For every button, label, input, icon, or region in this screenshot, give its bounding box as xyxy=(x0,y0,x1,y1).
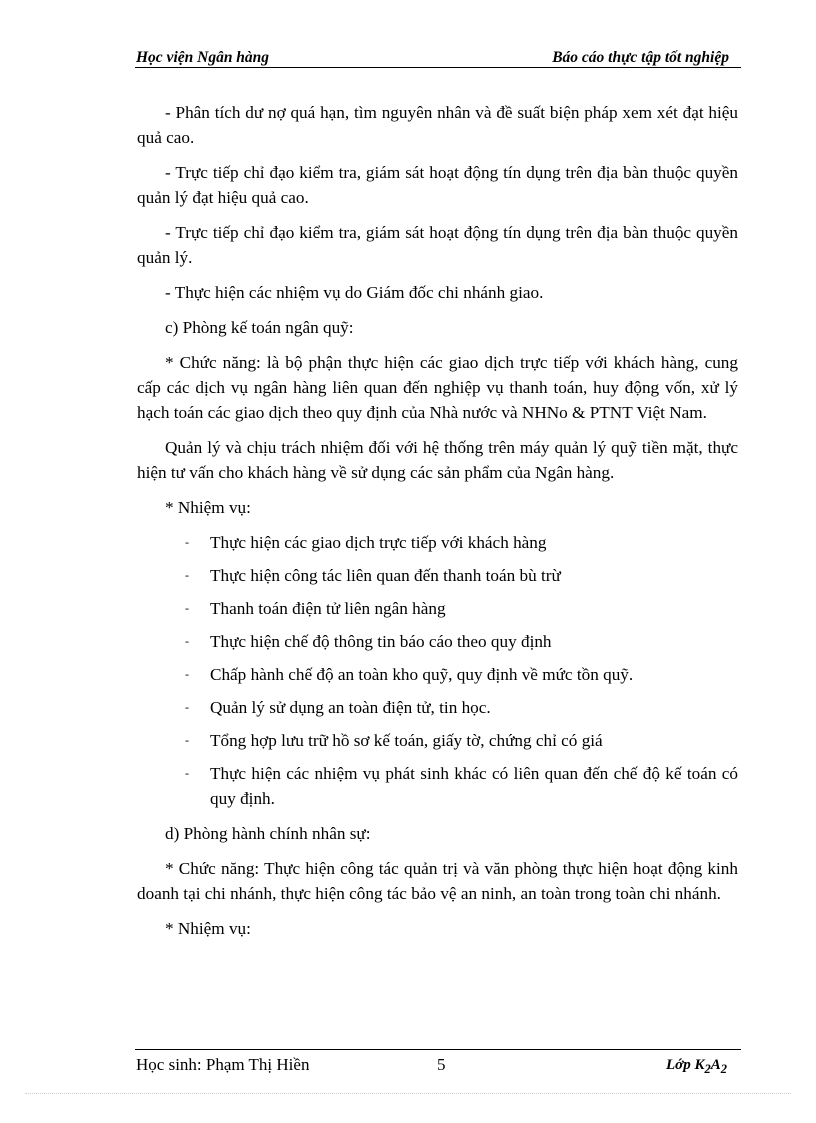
paragraph-credit-supervision-1: - Trực tiếp chỉ đạo kiểm tra, giám sát hoạt động tín dụng trên địa bàn thuộc quyền quản lý đạt hiệu quả cao. xyxy=(137,163,738,207)
paragraph-accounting-function: * Chức năng: là bộ phận thực hiện các giao dịch trực tiếp với khách hàng, cung cấp các dịch vụ ngân hàng liên quan đến nghiệp vụ thanh toán, huy động vốn, xử lý hạch toán các giao dịch theo quy định của Nhà nước và NHNo & PTNT Việt Nam. xyxy=(137,353,738,422)
duties-list xyxy=(137,530,738,811)
section-heading-hr: d) Phòng hành chính nhân sự: xyxy=(165,824,371,843)
bullet-dash: - xyxy=(185,700,189,714)
page-body xyxy=(137,100,738,951)
footer-student-name: Học sinh: Phạm Thị Hiền xyxy=(136,1055,310,1074)
list-item: - Quản lý sử dụng an toàn điện tử, tin học. xyxy=(137,695,738,720)
paragraph-hr-duties-label: * Nhiệm vụ: xyxy=(165,919,251,938)
page-header xyxy=(135,47,741,68)
bullet-dash: - xyxy=(185,766,189,780)
section-heading-accounting: c) Phòng kế toán ngân quỹ: xyxy=(165,318,354,337)
page-bottom-divider xyxy=(25,1093,791,1094)
list-item: - Chấp hành chế độ an toàn kho quỹ, quy định về mức tồn quỹ. xyxy=(137,662,738,687)
footer-class: Lớp $K_2A_2$ xyxy=(666,1057,727,1076)
list-item: - Tổng hợp lưu trữ hồ sơ kế toán, giấy tờ, chứng chỉ có giá xyxy=(137,728,738,753)
list-item: - Thực hiện các giao dịch trực tiếp với khách hàng xyxy=(137,530,738,555)
page-number: 5 xyxy=(437,1055,446,1074)
header-institution: Học viện Ngân hàng xyxy=(136,49,270,66)
list-item: - Thực hiện công tác liên quan đến thanh toán bù trừ xyxy=(137,563,738,588)
header-report-title: Báo cáo thực tập tốt nghiệp xyxy=(552,49,729,66)
list-item: - Thực hiện chế độ thông tin báo cáo theo quy định xyxy=(137,629,738,654)
bullet-dash: - xyxy=(185,535,189,549)
bullet-dash: - xyxy=(185,568,189,582)
paragraph-overdue-debt: - Phân tích dư nợ quá hạn, tìm nguyên nhân và đề suất biện pháp xem xét đạt hiệu quả cao. xyxy=(137,103,738,147)
bullet-dash: - xyxy=(185,634,189,648)
paragraph-credit-supervision-2: - Trực tiếp chỉ đạo kiểm tra, giám sát hoạt động tín dụng trên địa bàn thuộc quyền quản lý. xyxy=(137,223,738,267)
paragraph-director-tasks: - Thực hiện các nhiệm vụ do Giám đốc chi nhánh giao. xyxy=(165,283,544,302)
page-footer xyxy=(135,1049,741,1080)
list-item: - Thanh toán điện tử liên ngân hàng xyxy=(137,596,738,621)
bullet-dash: - xyxy=(185,601,189,615)
paragraph-accounting-management: Quản lý và chịu trách nhiệm đối với hệ thống trên máy quản lý quỹ tiền mặt, thực hiện tư vấn cho khách hàng về sử dụng các sản phẩm của Ngân hàng. xyxy=(137,438,738,482)
bullet-dash: - xyxy=(185,733,189,747)
paragraph-hr-function: * Chức năng: Thực hiện công tác quản trị và văn phòng thực hiện hoạt động kinh doanh tại chi nhánh, thực hiện công tác bảo vệ an ninh, an toàn trong toàn chi nhánh. xyxy=(137,859,738,903)
bullet-dash: - xyxy=(185,667,189,681)
paragraph-duties-label: * Nhiệm vụ: xyxy=(165,498,251,517)
list-item: - Thực hiện các nhiệm vụ phát sinh khác có liên quan đến chế độ kế toán có quy định. xyxy=(137,761,738,811)
